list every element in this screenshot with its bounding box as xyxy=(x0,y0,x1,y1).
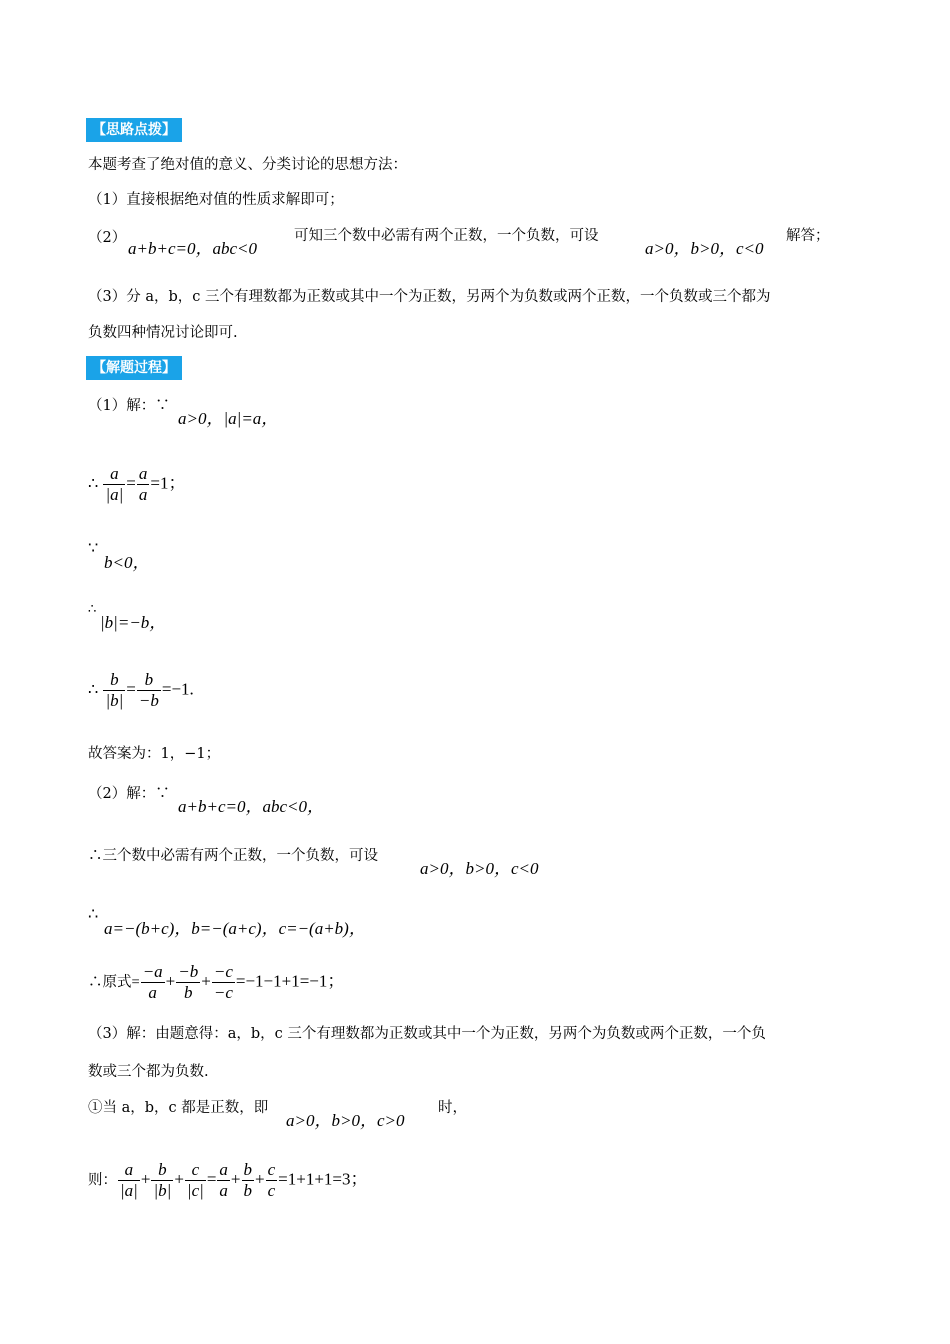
fraction: $\frac{b}{-b}$ xyxy=(138,670,159,710)
therefore-symbol: ∴ xyxy=(88,904,99,923)
because-symbol: ∵ xyxy=(88,538,99,557)
s2-label: （2）解：∵ xyxy=(88,786,170,802)
therefore-symbol: ∴ xyxy=(88,602,97,617)
fraction: $\frac{b}{b}$ xyxy=(243,1160,252,1200)
s1-label: （1）解：∵ xyxy=(88,398,170,414)
hint-point-2-text: 可知三个数中必需有两个正数，一个负数，可设 xyxy=(294,228,599,244)
s1-b-condition: b<0， xyxy=(104,553,150,572)
s3-case1-text: ①当 a，b，c 都是正数，即 xyxy=(88,1100,269,1116)
hint-intro: 本题考查了绝对值的意义、分类讨论的思想方法： xyxy=(88,157,407,173)
fraction: $\frac{a}{a}$ xyxy=(219,1160,228,1200)
hint-point-2-suffix: 解答； xyxy=(786,228,830,244)
s2-line2-text: ∴三个数中必需有两个正数，一个负数，可设 xyxy=(88,848,378,864)
fraction: $\frac{b}{|b|}$ xyxy=(153,1160,172,1200)
fraction: $\frac{-b}{b}$ xyxy=(178,962,199,1002)
fraction: $\frac{-c}{-c}$ xyxy=(213,962,233,1002)
hint-point-3-line1: （3）分 a，b，c 三个有理数都为正数或其中一个为正数，另两个为负数或两个正数，一个负数或三个都为 xyxy=(88,289,771,305)
s3-case1-suffix: 时， xyxy=(438,1100,467,1116)
s3-case1-math: a>0，b>0，c>0 xyxy=(286,1111,405,1130)
process-section-badge: 【解题过程】 xyxy=(86,356,182,380)
hint-point-2-math1: a+b+c=0，abc<0 xyxy=(128,239,257,258)
hint-section-badge: 【思路点拨】 xyxy=(86,118,182,142)
s2-line2-math: a>0，b>0，c<0 xyxy=(420,859,539,878)
s2-line3-math: a=−(b+c)，b=−(a+c)，c=−(a+b)， xyxy=(104,919,366,938)
fraction: $\frac{b}{|b|}$ xyxy=(105,670,124,710)
hint-point-2-prefix: （2） xyxy=(88,230,127,246)
fraction: $\frac{c}{|c|}$ xyxy=(186,1160,204,1200)
hint-point-2-math2: a>0，b>0，c<0 xyxy=(645,239,764,258)
s3-line2: 数或三个都为负数. xyxy=(88,1064,209,1080)
therefore-symbol: ∴ xyxy=(88,679,99,699)
s2-orig-label: ∴原式= xyxy=(88,974,140,991)
s1-answer: 故答案为：1，−1； xyxy=(88,746,221,762)
s1-eq2: ∴ $\frac{b}{|b|}$ = $\frac{b}{-b}$ =−1. xyxy=(88,670,194,710)
fraction: $\frac{c}{c}$ xyxy=(267,1160,276,1200)
s3-then-expression: 则： $\frac{a}{|a|}$ + $\frac{b}{|b|}$ + $\frac{c}{|c|}$ = $\frac{a}{a}$ + $\frac{b}{b}$ + $\frac{c}{c}$ =1+1+1=3； xyxy=(88,1160,368,1200)
fraction: $\frac{a}{a}$ xyxy=(138,464,148,504)
s1-abs-b: |b|=−b， xyxy=(100,613,167,632)
fraction: $\frac{a}{|a|}$ xyxy=(120,1160,138,1200)
s1-eq1: ∴ $\frac{a}{|a|}$ = $\frac{a}{a}$ =1； xyxy=(88,464,186,504)
therefore-symbol: ∴ xyxy=(88,473,99,493)
s1-math: a>0，|a|=a， xyxy=(178,409,279,428)
s3-then-label: 则： xyxy=(88,1172,117,1189)
s2-orig-result: =−1−1+1=−1； xyxy=(235,971,345,991)
s1-eq1-result: =1； xyxy=(150,473,186,493)
fraction: $\frac{-a}{a}$ xyxy=(142,962,163,1002)
hint-point-1: （1）直接根据绝对值的性质求解即可； xyxy=(88,192,344,208)
s3-line1: （3）解：由题意得：a，b，c 三个有理数都为正数或其中一个为正数，另两个为负数或两个正数，一个负 xyxy=(88,1026,766,1042)
s3-result: =1+1+1=3； xyxy=(278,1169,368,1189)
s2-original-expression: ∴原式= $\frac{-a}{a}$ + $\frac{-b}{b}$ + $\frac{-c}{-c}$ =−1−1+1=−1； xyxy=(88,962,345,1002)
fraction: $\frac{a}{|a|}$ xyxy=(105,464,124,504)
s1-eq2-result: =−1. xyxy=(161,679,194,699)
hint-point-3-line2: 负数四种情况讨论即可. xyxy=(88,325,238,341)
s2-math: a+b+c=0，abc<0， xyxy=(178,797,324,816)
